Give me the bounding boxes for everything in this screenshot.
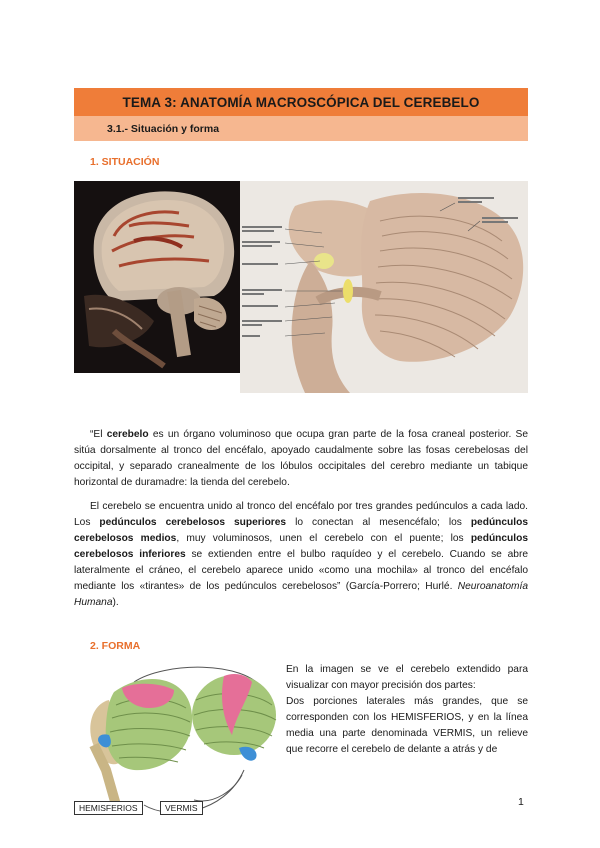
quote-paragraph-1: “El cerebelo es un órgano voluminoso que ocupa gran parte de la fosa craneal posterior. Se sitúa dorsalmente al tronco del encéfalo, apoyado caudalmente sobre las fosas cerebelosas del occipital, y separado cranealmente de los lóbulos occipitales del cerebro mediante un tabique horizontal de duramadre: la tienda del cerebelo.: [74, 429, 528, 488]
bold-term: pedúnculos cerebelosos inferiores: [74, 533, 528, 560]
vermis-label: VERMIS: [160, 801, 203, 815]
quote-block: [74, 427, 528, 611]
sagittal-head-photo: [74, 181, 240, 373]
section-heading-forma: 2. FORMA: [90, 640, 141, 652]
forma-paragraph-2: Dos porciones laterales más grandes, que se corresponden con los HEMISFERIOS, y en la línea media una parte denominada VERMIS, un relieve que recorre el cerebelo de delante a atrás y de: [286, 696, 528, 755]
forma-text-block: [286, 662, 528, 758]
cerebellum-figure: [74, 660, 282, 820]
title-bar: [74, 88, 528, 116]
page-subtitle: 3.1.- Situación y forma: [107, 122, 220, 135]
bold-term: cerebelo: [106, 429, 149, 440]
subtitle-bar: [74, 116, 528, 141]
quote-paragraph-2: El cerebelo se encuentra unido al tronco del encéfalo por tres grandes pedúnculos a cada lado. Los pedúnculos cerebelosos superiores lo conectan al mesencéfalo; los pedúnculos cerebelosos medios, muy voluminosos, unen el cerebelo con el puente; los pedúnculos cerebelosos inferiores se extienden entre el bulbo raquídeo y el cerebelo. Cuando se abre lateralmente el cráneo, el cerebelo aparece unido «como una mochila» al tronco del encéfalo mediante los «tirantes» de los pedúnculos cerebelosos” (García-Porrero; Hurlé. Neuroanatomía Humana).: [74, 501, 529, 608]
bold-term: pedúnculos cerebelosos superiores: [99, 517, 287, 528]
page-number: 1: [518, 796, 524, 808]
hemisferios-label: HEMISFERIOS: [74, 801, 143, 815]
page-title: TEMA 3: ANATOMÍA MACROSCÓPICA DEL CEREBELO: [122, 94, 480, 110]
section-heading-situacion: 1. SITUACIÓN: [90, 156, 160, 168]
italic-citation: Neuroanatomía Humana: [74, 581, 528, 608]
cerebellum-illustration: [240, 181, 528, 393]
forma-paragraph-1: En la imagen se ve el cerebelo extendido para visualizar con mayor precisión dos partes:: [286, 664, 528, 691]
bold-term: pedúnculos cerebelosos medios: [74, 517, 528, 544]
